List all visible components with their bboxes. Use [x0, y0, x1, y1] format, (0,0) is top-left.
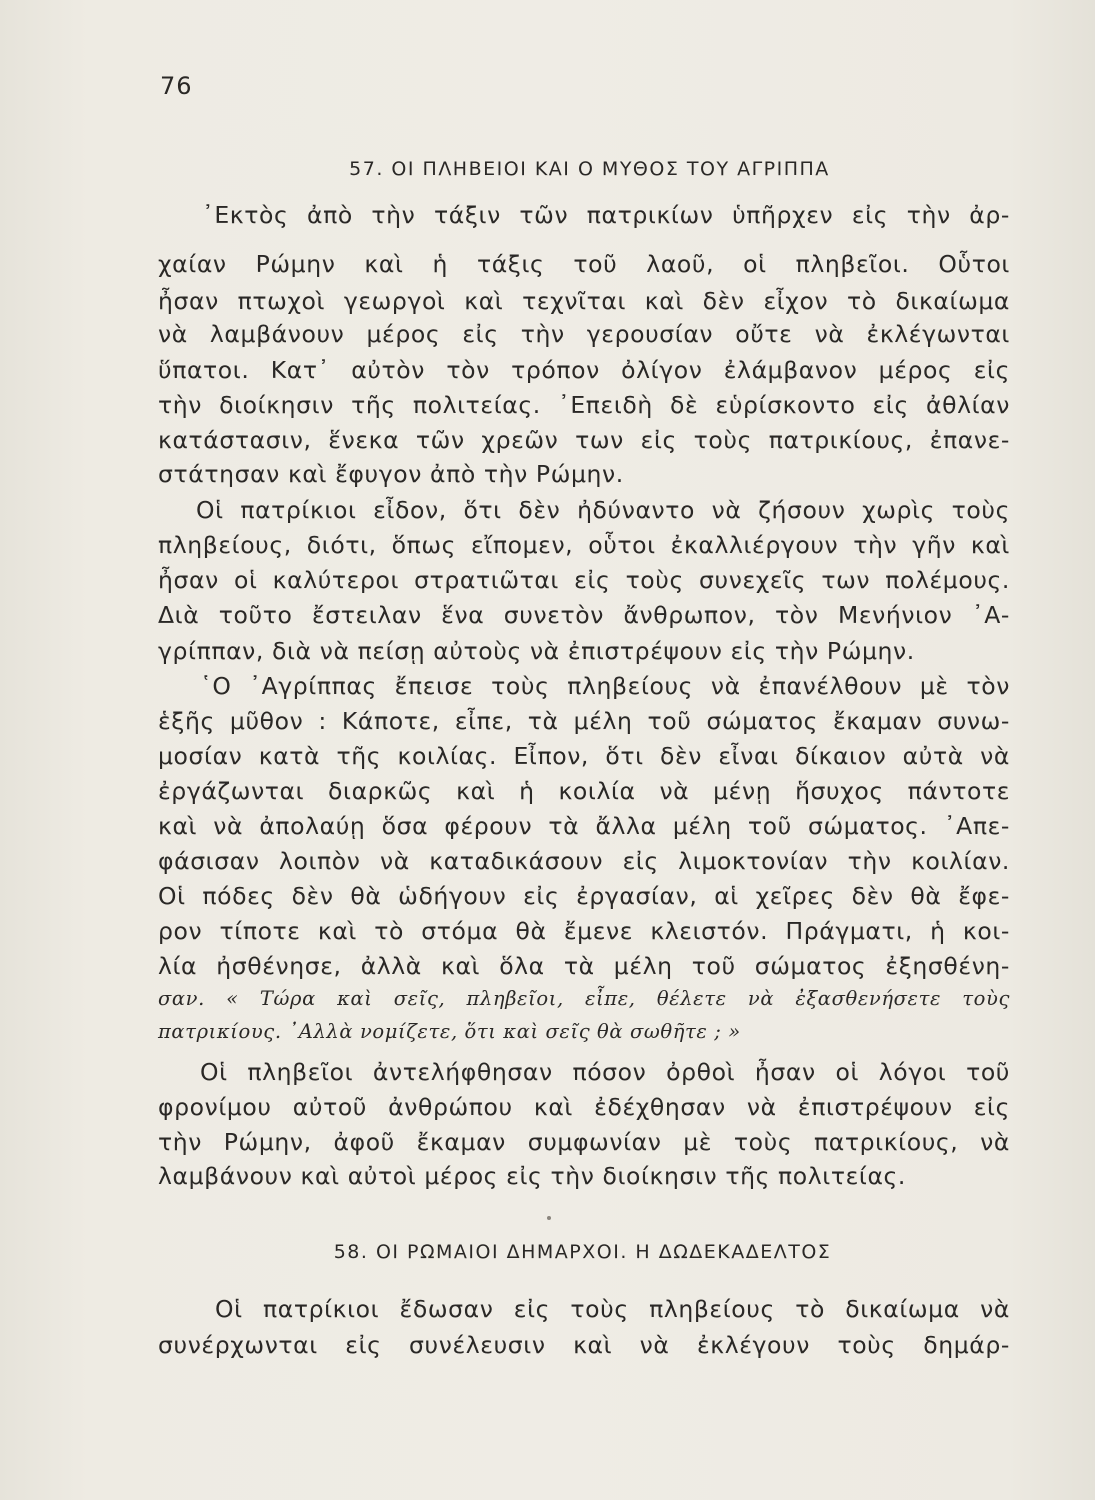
text-line: ἑξῆς μῦθον : Κάποτε, εἶπε, τὰ μέλη τοῦ σώματος ἔκαμαν συνω- [158, 707, 1010, 735]
text-line: ἦσαν οἱ καλύτεροι στρατιῶται εἰς τοὺς συνεχεῖς των πολέμους. [158, 566, 1010, 594]
text-line: λία ἠσθένησε, ἀλλὰ καὶ ὅλα τὰ μέλη τοῦ σώματος ἐξησθένη- [158, 952, 1010, 980]
text-line: καὶ νὰ ἀπολαύῃ ὅσα φέρουν τὰ ἄλλα μέλη τοῦ σώματος. ᾿Απε- [158, 812, 1010, 840]
text-line: τὴν Ρώμην, ἀφοῦ ἔκαμαν συμφωνίαν μὲ τοὺς πατρικίους, νὰ [158, 1128, 1010, 1156]
text-line: ῾Ο ᾿Αγρίππας ἔπεισε τοὺς πληβείους νὰ ἐπανέλθουν μὲ τὸν [200, 672, 1010, 700]
text-line: ὕπατοι. Κατ᾿ αὐτὸν τὸν τρόπον ὀλίγον ἐλάμβανον μέρος εἰς [158, 356, 1010, 384]
text-line: Οἱ πόδες δὲν θὰ ὡδήγουν εἰς ἐργασίαν, αἱ χεῖρες δὲν θὰ ἔφε- [158, 882, 1010, 910]
section-58-heading: 58. ΟΙ ΡΩΜΑΙΟΙ ΔΗΜΑΡΧΟΙ. Η ΔΩΔΕΚΑΔΕΛΤΟΣ [333, 1241, 832, 1263]
text-line: στάτησαν καὶ ἔφυγον ἀπὸ τὴν Ρώμην. [158, 460, 624, 488]
quote-line: σαν. « Τώρα καὶ σεῖς, πληβεῖοι, εἶπε, θέλετε νὰ ἐξασθενήσετε τοὺς [158, 987, 1010, 1010]
text-line: γρίππαν, διὰ νὰ πείσῃ αὐτοὺς νὰ ἐπιστρέψουν εἰς τὴν Ρώμην. [158, 637, 915, 665]
text-line: κατάστασιν, ἕνεκα τῶν χρεῶν των εἰς τοὺς πατρικίους, ἐπανε- [158, 426, 1010, 454]
text-line: φρονίμου αὐτοῦ ἀνθρώπου καὶ ἐδέχθησαν νὰ ἐπιστρέψουν εἰς [158, 1093, 1010, 1121]
page-number: 76 [160, 72, 193, 100]
text-line: λαμβάνουν καὶ αὐτοὶ μέρος εἰς τὴν διοίκησιν τῆς πολιτείας. [158, 1162, 906, 1190]
text-line: πληβείους, διότι, ὅπως εἴπομεν, οὗτοι ἐκαλλιέργουν τὴν γῆν καὶ [158, 531, 1010, 559]
text-line: Διὰ τοῦτο ἔστειλαν ἕνα συνετὸν ἄνθρωπον, τὸν Μενήνιον ᾿Α- [158, 601, 1010, 629]
text-line: ἦσαν πτωχοὶ γεωργοὶ καὶ τεχνῖται καὶ δὲν εἶχον τὸ δικαίωμα [158, 287, 1010, 315]
text-line: τὴν διοίκησιν τῆς πολιτείας. ᾿Επειδὴ δὲ εὑρίσκοντο εἰς ἀθλίαν [158, 391, 1010, 419]
text-line: Οἱ πατρίκιοι εἶδον, ὅτι δὲν ἠδύναντο νὰ ζήσουν χωρὶς τοὺς [196, 496, 1010, 524]
text-line: ἐργάζωνται διαρκῶς καὶ ἡ κοιλία νὰ μένῃ ἥσυχος πάντοτε [158, 777, 1010, 805]
text-line: ᾿Εκτὸς ἀπὸ τὴν τάξιν τῶν πατρικίων ὑπῆρχεν εἰς τὴν ἀρ- [202, 201, 1010, 229]
text-line: Οἱ πληβεῖοι ἀντελήφθησαν πόσον ὀρθοὶ ἦσαν οἱ λόγοι τοῦ [200, 1058, 1010, 1086]
text-line: χαίαν Ρώμην καὶ ἡ τάξις τοῦ λαοῦ, οἱ πληβεῖοι. Οὗτοι [158, 250, 1010, 278]
print-mark [547, 1216, 551, 1220]
text-line: Οἱ πατρίκιοι ἔδωσαν εἰς τοὺς πληβείους τὸ δικαίωμα νὰ [215, 1295, 1010, 1323]
section-57-heading: 57. ΟΙ ΠΛΗΒΕΙΟΙ ΚΑΙ Ο ΜΥΘΟΣ ΤΟΥ ΑΓΡΙΠΠΑ [349, 158, 830, 180]
text-line: νὰ λαμβάνουν μέρος εἰς τὴν γερουσίαν οὔτε νὰ ἐκλέγωνται [158, 320, 1010, 348]
text-line: μοσίαν κατὰ τῆς κοιλίας. Εἶπον, ὅτι δὲν εἶναι δίκαιον αὐτὰ νὰ [158, 742, 1010, 770]
text-line: συνέρχωνται εἰς συνέλευσιν καὶ νὰ ἐκλέγουν τοὺς δημάρ- [158, 1331, 1010, 1359]
text-line: ρον τίποτε καὶ τὸ στόμα θὰ ἔμενε κλειστόν. Πράγματι, ἡ κοι- [158, 917, 1010, 945]
quote-line: πατρικίους. ᾿Αλλὰ νομίζετε, ὅτι καὶ σεῖς θὰ σωθῆτε ; » [158, 1020, 741, 1043]
text-line: φάσισαν λοιπὸν νὰ καταδικάσουν εἰς λιμοκτονίαν τὴν κοιλίαν. [158, 847, 1010, 875]
